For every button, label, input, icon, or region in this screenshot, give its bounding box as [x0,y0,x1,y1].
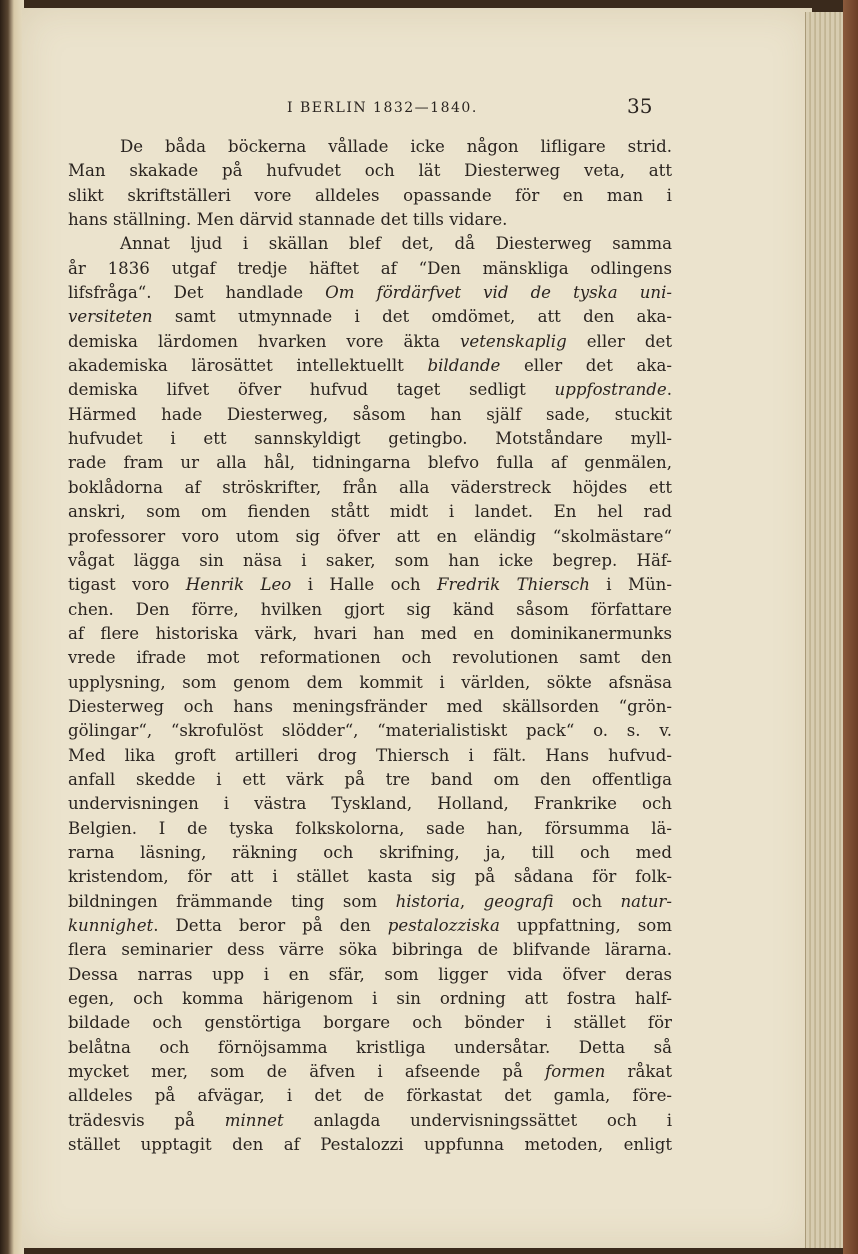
text-segment: belåtna och förnöjsamma kristliga undersåtar. Detta så [68,1037,672,1057]
text-line [68,987,672,1011]
text-line [68,865,672,889]
text-segment: demiska lifvet öfver hufvud taget sedligt [68,380,555,400]
text-segment: egen, och komma härigenom i sin ordning att fostra half- [68,989,672,1009]
text-line [68,403,672,427]
text-line [68,330,672,354]
text-line [68,841,672,865]
text-segment: anfall skedde i ett värk på tre band om den offentliga [68,769,672,789]
text-segment: stället upptagit den af Pestalozzi uppfunna metoden, enligt [68,1135,672,1155]
text-line [68,1084,672,1108]
text-segment: vrede ifrade mot reformationen och revolutionen samt den [68,648,672,668]
text-segment: Diesterweg och hans meningsfränder med skällsorden “grön- [68,696,672,716]
text-segment: Med lika groft artilleri drog Thiersch i fält. Hans hufvud- [68,745,672,765]
italic-text: minnet [224,1110,284,1130]
text-segment: i Halle och [291,575,437,595]
text-line [68,184,672,208]
italic-text: Fredrik Thiersch [436,575,590,595]
italic-text: kunnighet [68,916,154,935]
text-segment: professorer voro utom sig öfver att en eländig “skolmästare“ [68,526,672,546]
italic-text: pestalozziska [387,916,500,935]
text-segment: råkat [605,1062,672,1082]
text-segment: Annat ljud i skällan blef det, då Diesterweg samma [120,234,672,254]
italic-text: versiteten [68,307,153,327]
italic-text: historia [395,891,460,911]
text-segment: anskri, som om fienden stått midt i landet. En hel rad [68,502,672,522]
text-line [68,549,672,573]
text-line [68,208,672,232]
text-line [68,427,672,451]
text-line [68,914,672,938]
text-segment: mycket mer, som de äfven i afseende på [68,1062,546,1082]
text-line [68,695,672,719]
running-title: I BERLIN 1832—1840. [287,100,478,116]
text-segment: eller det aka- [500,356,672,376]
italic-text: natur- [620,891,672,911]
text-segment: trädesvis på [68,1110,225,1130]
italic-text: Om fördärfvet vid de tyska uni- [325,283,672,303]
text-segment: Dessa narras upp i en sfär, som ligger vida öfver deras [68,964,672,984]
italic-text: vetenskaplig [460,331,567,351]
text-segment: bildade och genstörtiga borgare och bönder i stället för [68,1013,672,1033]
text-line [68,646,672,670]
text-segment: kristendom, för att i stället kasta sig på sådana för folk- [68,867,672,887]
book-cover-edge [843,0,858,1254]
text-line [68,354,672,378]
text-line [68,159,672,183]
body-text [68,135,672,1157]
text-line [68,500,672,524]
text-line [68,525,672,549]
text-line [68,281,672,305]
text-line [68,598,672,622]
text-line [68,378,672,402]
text-segment: rade fram ur alla hål, tidningarna blefvo fulla af genmälen, [68,453,672,473]
text-segment: i Mün- [589,575,672,595]
text-segment: chen. Den förre, hvilken gjort sig känd såsom författare [68,599,672,619]
text-segment: lifsfråga“. Det handlade [68,283,326,303]
text-segment: demiska lärdomen hvarken vore äkta [68,331,460,351]
italic-text: formen [545,1062,606,1082]
italic-text: bildande [427,356,501,376]
text-line [68,890,672,914]
text-segment: . Detta beror på den [153,916,388,935]
text-segment: boklådorna af ströskrifter, från alla väderstreck höjdes ett [68,477,672,497]
text-segment: bildningen främmande ting som [68,891,396,911]
text-line [68,573,672,597]
text-line [68,1109,672,1133]
text-line [68,476,672,500]
italic-text: geografi [483,891,554,911]
text-segment: , [459,891,484,911]
text-segment: Härmed hade Diesterweg, såsom han själf sade, stuckit [68,404,672,424]
text-line [68,1011,672,1035]
italic-text: Henrik Leo [185,575,292,595]
text-line [68,257,672,281]
text-segment: samt utmynnade i det omdömet, att den aka- [152,307,672,327]
text-segment: eller det [566,331,672,351]
text-line [68,305,672,329]
text-segment: vågat lägga sin näsa i saker, som han icke begrep. Häf- [68,550,672,570]
page-edges [805,12,846,1248]
text-segment: . [666,380,672,400]
text-line [68,963,672,987]
text-line [68,1060,672,1084]
text-segment: anlagda undervisningssättet och i [283,1110,673,1130]
text-line [68,792,672,816]
text-segment: slikt skriftställeri vore alldeles opassande för en man i [68,185,672,205]
text-segment: uppfattning, som [499,916,672,935]
text-line [68,135,672,159]
text-segment: af flere historiska värk, hvari han med en dominikanermunks [68,623,672,643]
text-line [68,232,672,256]
text-segment: hans ställning. Men därvid stannade det tills vidare. [68,210,508,230]
text-line [68,938,672,962]
text-segment: flera seminarier dess värre söka bibringa de blifvande lärarna. [68,940,672,960]
book-gutter [0,0,24,1254]
text-segment: Man skakade på hufvudet och lät Diesterweg veta, att [68,161,672,181]
text-segment: gölingar“, “skrofulöst slödder“, “materialistiskt pack“ o. s. v. [68,721,672,741]
text-segment: år 1836 utgaf tredje häftet af “Den mänskliga odlingens [68,258,672,278]
text-segment: upplysning, som genom dem kommit i världen, sökte afsnäsa [68,672,672,692]
text-segment: rarna läsning, räkning och skrifning, ja, till och med [68,842,672,862]
text-line [68,768,672,792]
text-line [68,719,672,743]
text-line [68,671,672,695]
text-segment: akademiska lärosättet intellektuellt [68,356,428,376]
text-line [68,1036,672,1060]
text-segment: undervisningen i västra Tyskland, Holland, Frankrike och [68,794,672,814]
page-header [22,92,812,122]
text-segment: och [553,891,621,911]
text-line [68,744,672,768]
text-segment: alldeles på afvägar, i det de förkastat det gamla, före- [68,1086,672,1106]
text-line [68,451,672,475]
text-segment: tigast voro [68,575,186,595]
italic-text: uppfostrande [554,380,667,400]
text-segment: Belgien. I de tyska folkskolorna, sade han, försumma lä- [68,818,672,838]
page-number: 35 [627,94,653,118]
text-segment: De båda böckerna vållade icke någon lifligare strid. [120,137,672,156]
text-line [68,1133,672,1157]
text-segment: hufvudet i ett sannskyldigt getingbo. Motståndare myll- [68,429,672,449]
text-line [68,622,672,646]
text-line [68,817,672,841]
